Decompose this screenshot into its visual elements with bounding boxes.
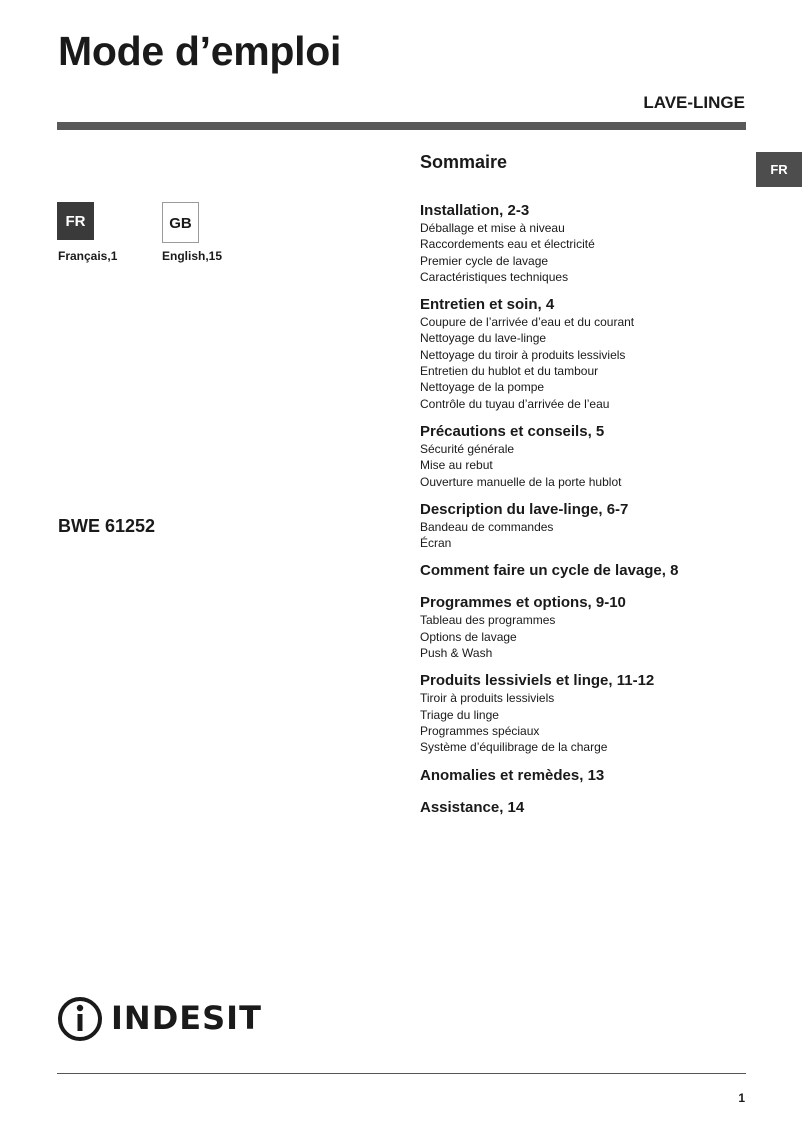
toc-sections <box>420 202 750 817</box>
language-box-gb[interactable]: GB <box>162 202 199 243</box>
footer-divider <box>57 1073 746 1074</box>
toc-subitem[interactable]: Programmes spéciaux <box>420 723 540 738</box>
toc-section <box>420 423 750 490</box>
toc-section <box>420 672 750 755</box>
toc-subitem[interactable]: Mise au rebut <box>420 458 493 473</box>
toc-subitem[interactable]: Ouverture manuelle de la porte hublot <box>420 474 622 489</box>
toc-subitem[interactable]: Tableau des programmes <box>420 613 556 628</box>
toc-subitem[interactable]: Nettoyage du tiroir à produits lessiviels <box>420 347 626 362</box>
product-type: LAVE-LINGE <box>643 93 745 112</box>
toc-subitem[interactable]: Nettoyage de la pompe <box>420 380 545 395</box>
toc-subitem[interactable]: Options de lavage <box>420 629 517 644</box>
toc-section <box>420 296 750 412</box>
toc-section <box>420 799 750 817</box>
toc-subitem[interactable]: Bandeau de commandes <box>420 519 554 534</box>
page-number: 1 <box>738 1091 745 1105</box>
toc-section-heading[interactable]: Installation, 2-3 <box>420 202 530 219</box>
toc-subitem[interactable]: Sécurité générale <box>420 441 515 456</box>
header-divider <box>57 122 746 130</box>
toc-subitem[interactable]: Push & Wash <box>420 646 493 661</box>
toc-subitem[interactable]: Caractéristiques techniques <box>420 269 569 284</box>
toc-section <box>420 594 750 661</box>
table-of-contents <box>420 150 750 831</box>
toc-section-heading[interactable]: Programmes et options, 9-10 <box>420 594 626 612</box>
toc-subitem[interactable]: Système d’équilibrage de la charge <box>420 740 608 755</box>
toc-section-heading[interactable]: Comment faire un cycle de lavage, 8 <box>420 562 679 580</box>
toc-subitem[interactable]: Nettoyage du lave-linge <box>420 331 547 346</box>
toc-section-heading[interactable]: Assistance, 14 <box>420 798 525 816</box>
toc-section <box>420 767 750 785</box>
brand-wordmark: INDESIT <box>111 999 262 1037</box>
toc-subitem[interactable]: Tiroir à produits lessiviels <box>420 691 555 706</box>
toc-subitem[interactable]: Entretien du hublot et du tambour <box>420 364 599 379</box>
toc-section-heading[interactable]: Précautions et conseils, 5 <box>420 422 605 440</box>
toc-subitem[interactable]: Déballage et mise à niveau <box>420 221 565 235</box>
brand-logo <box>57 995 262 1041</box>
language-box-fr[interactable]: FR <box>57 202 94 240</box>
toc-section-heading[interactable]: Produits lessiviels et linge, 11-12 <box>420 672 655 690</box>
toc-section <box>420 501 750 552</box>
toc-subitem[interactable]: Raccordements eau et électricité <box>420 237 595 252</box>
toc-section-heading[interactable]: Anomalies et remèdes, 13 <box>420 766 605 784</box>
model-number: BWE 61252 <box>58 516 156 536</box>
toc-section <box>420 202 750 285</box>
toc-subitem[interactable]: Coupure de l’arrivée d’eau et du courant <box>420 315 635 330</box>
language-caption-gb: English,15 <box>162 249 223 263</box>
indesit-logo-icon <box>57 995 103 1041</box>
toc-section-heading[interactable]: Entretien et soin, 4 <box>420 296 555 314</box>
toc-title: Sommaire <box>420 152 508 172</box>
page-title: Mode d’emploi <box>58 28 342 74</box>
toc-subitem[interactable]: Contrôle du tuyau d’arrivée de l’eau <box>420 396 610 411</box>
toc-section-heading[interactable]: Description du lave-linge, 6-7 <box>420 500 629 518</box>
toc-subitem[interactable]: Triage du linge <box>420 707 499 722</box>
language-side-tab: FR <box>756 152 802 187</box>
toc-subitem[interactable]: Écran <box>420 536 452 551</box>
toc-section <box>420 562 750 580</box>
language-caption-fr: Français,1 <box>58 249 118 263</box>
toc-subitem[interactable]: Premier cycle de lavage <box>420 253 549 268</box>
